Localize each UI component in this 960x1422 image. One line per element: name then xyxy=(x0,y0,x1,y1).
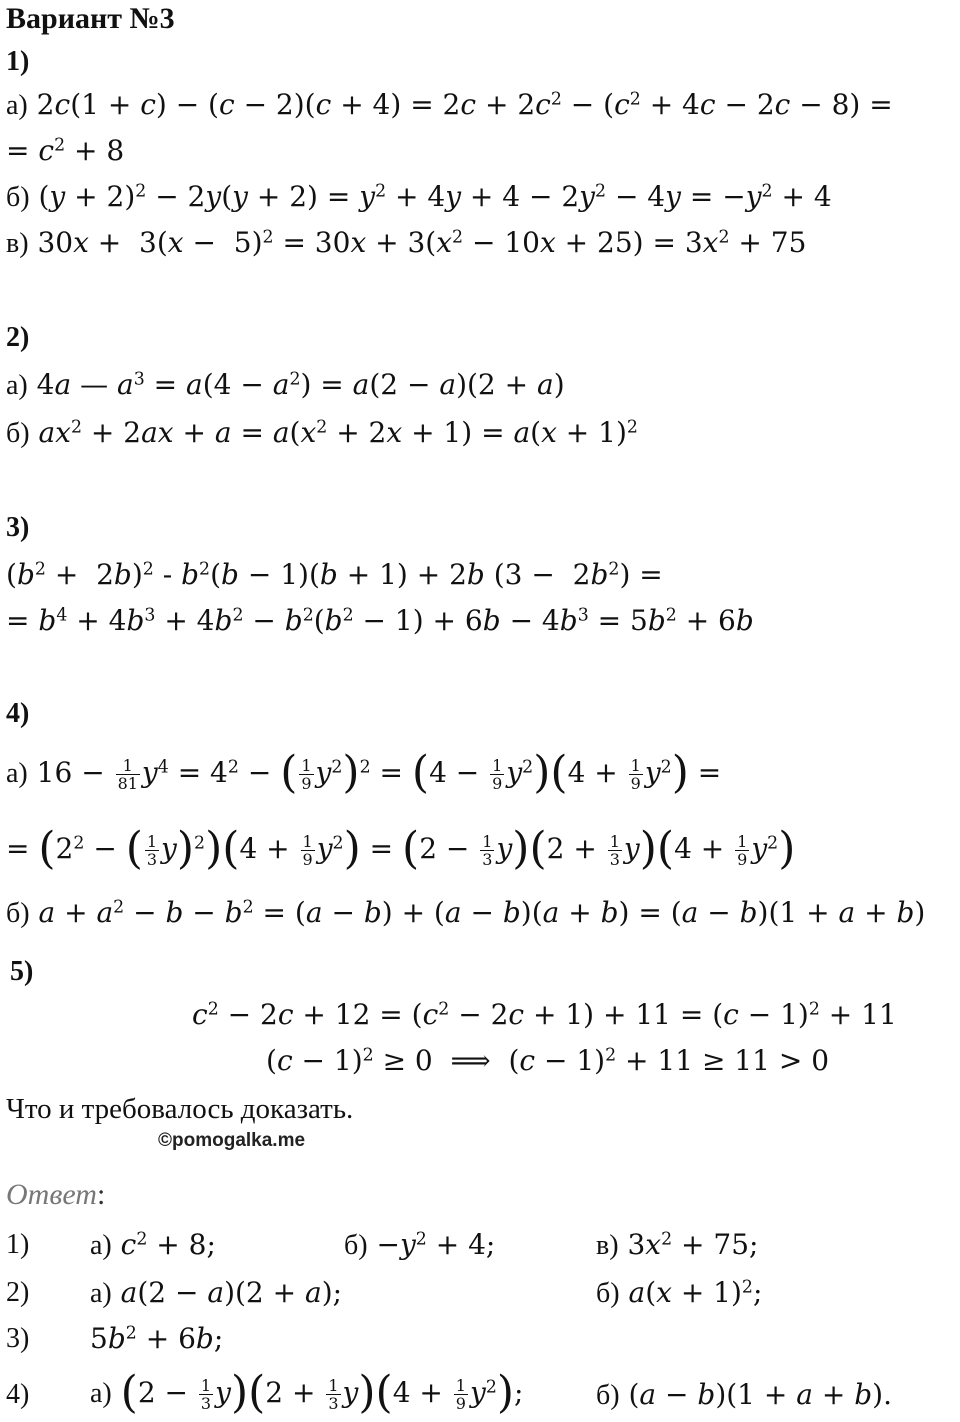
problem-1a-line-1: а) $2c(1 + c) - (c - 2)(c + 4) = 2c + 2c^2 - (c^2 + 4c - 2c - 8)$ = xyxy=(6,88,893,121)
answer-number-4: 4) xyxy=(6,1379,30,1410)
problem-3-line-1: $(b^2 + 2b)^2 - b^2(b - 1)(b + 1) + 2b$ $(3 - 2b^2)$ = xyxy=(6,558,663,591)
answer-2a: а) a(2 − a)(2 + a); xyxy=(90,1276,343,1309)
answer-number-1: 1) xyxy=(6,1229,30,1260)
answer-1v: в) $3x^2 + 75$; xyxy=(596,1228,759,1261)
answer-number-2: 2) xyxy=(6,1277,30,1308)
problem-3-line-2: = $b^4 + 4b^3 + 4b^2 - b^2(b^2 - 1) + 6b - 4b^3 = 5b^2 + 6b$ xyxy=(6,604,754,637)
page-title: Вариант №3 xyxy=(6,2,175,35)
section-3-heading: 3) xyxy=(6,512,30,543)
watermark: ©pomogalka.me xyxy=(158,1130,306,1151)
problem-4b: б) $a + a^2 - b - b^2 = (a - b) + (a - b)(a + b) = (a - b)(1 + a + b)$ xyxy=(6,896,926,929)
item-label-v: в) xyxy=(6,228,29,259)
section-1-heading: 1) xyxy=(6,46,30,77)
answer-4a: а) (2 − $\frac{1}{3}$ y)(2 + $\frac{1}{3}$ y)(4 + $\frac{1}{9}$ $y^2$); xyxy=(90,1367,524,1418)
problem-1b: б) $(y + 2)^2 - 2y(y + 2) = y^2 + 4y + 4 - 2y^2 - 4y = -y^2 + 4$ xyxy=(6,180,832,213)
answer-heading: Ответ: xyxy=(6,1178,106,1211)
answer-1a: а) $c^2 + 8$; xyxy=(90,1228,216,1261)
answer-3: $5b^2 + 6b$; xyxy=(90,1322,224,1355)
conclusion-text: Что и требовалось доказать. xyxy=(6,1093,354,1125)
problem-1a-line-2: = $c^2 + 8$ xyxy=(6,134,125,167)
item-label-b: б) xyxy=(6,182,30,213)
problem-2b: б) $ax^2 + 2ax + a = a(x^2 + 2x + 1) = a(x + 1)^2$ xyxy=(6,416,638,449)
problem-5-line-2: $(c - 1)^2 \ge 0$ ⟹ $(c - 1)^2 + 11 \ge 11 > 0$ xyxy=(266,1044,830,1077)
problem-1v: в) $30x + 3(x - 5)^2 = 30x + 3(x^2 - 10x + 25) = 3x^2 + 75$ xyxy=(6,226,807,259)
answer-4b: б) (a − b)(1 + a + b). xyxy=(596,1378,892,1411)
answer-2b: б) $a(x + 1)^2$; xyxy=(596,1276,763,1309)
problem-2a: а) 4a — $a^3 = a(4 - a^2) = a(2 - a)(2 + a)$ xyxy=(6,368,565,401)
section-4-heading: 4) xyxy=(6,698,30,729)
answer-label: Ответ xyxy=(6,1178,97,1211)
answer-number-3: 3) xyxy=(6,1323,30,1354)
problem-4a-line-2: = ($2^2$ − ( $\frac{1}{3}$ y)$^2$)(4 + $\frac{1}{9}$ $y^2) = (2$ − $\frac{1}{3}$ y)(2 + $\frac{1}{3}$ y)(4 + $\frac{1}{9}$ $y^2$) xyxy=(6,823,796,874)
item-label-a: а) xyxy=(6,90,28,121)
problem-5-line-1: $c^2 - 2c + 12 = (c^2 - 2c + 1) + 11 = (c - 1)^2 + 11$ xyxy=(192,998,897,1031)
answer-1b: $б) -y^2 + 4$; xyxy=(344,1228,496,1261)
problem-4a-line-1: а) 16 − $\frac{1}{81}$ $y^4 = 4^2$ − ( $\frac{1}{9}$ $y^2)^2 = (4$ − $\frac{1}{9}$ $y^2)(4$ + $\frac{1}{9}$ $y^2$) = xyxy=(6,747,722,798)
section-5-heading: 5) xyxy=(10,956,34,987)
section-2-heading: 2) xyxy=(6,322,30,353)
